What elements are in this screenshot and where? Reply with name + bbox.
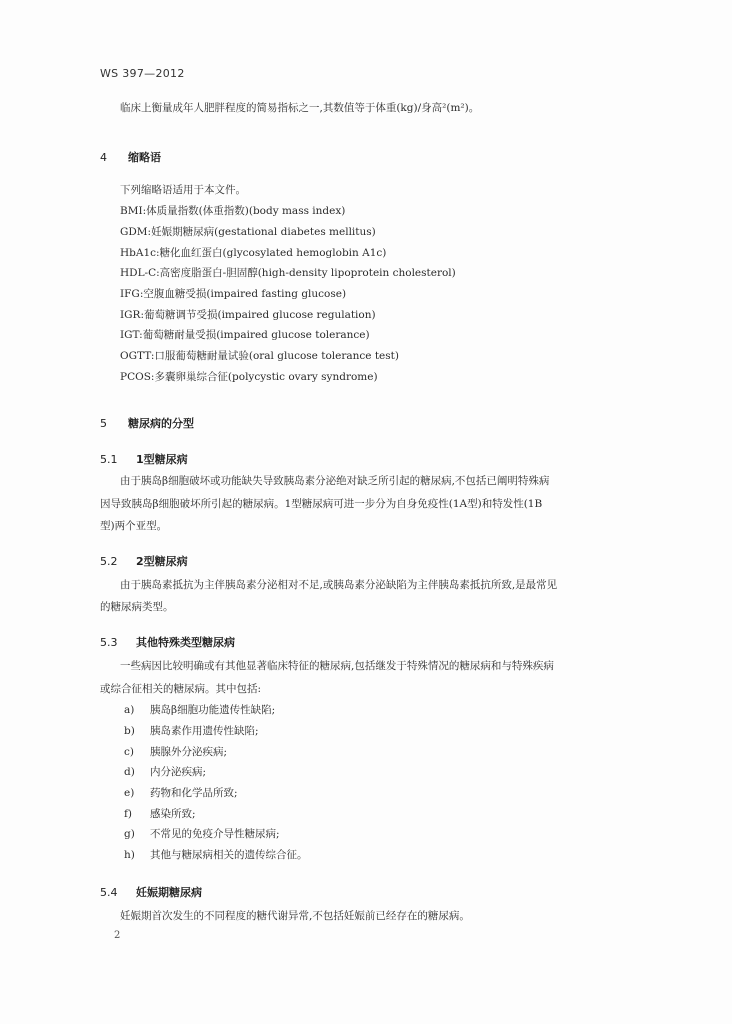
abbreviation-item: HDL-C:高密度脂蛋白-胆固醇(high-density lipoprotein cholesterol) [120,267,456,279]
list-item-text: 感染所致; [150,808,196,820]
abbreviation-item: IGR:葡萄糖调节受损(impaired glucose regulation) [120,309,376,321]
paragraph-line: 妊娠期首次发生的不同程度的糖代谢异常,不包括妊娠前已经存在的糖尿病。 [120,910,470,922]
paragraph-line: 由于胰岛素抵抗为主伴胰岛素分泌相对不足,或胰岛素分泌缺陷为主伴胰岛素抵抗所致,是最常见 [120,579,558,591]
list-item [124,724,259,739]
paragraph-line: 型)两个亚型。 [100,520,168,532]
paragraph-line: 因导致胰岛β细胞破坏所引起的糖尿病。1型糖尿病可进一步分为自身免疫性(1A型)和特发性(1B [100,498,543,510]
subsection-5-2-heading [100,550,188,569]
list-item-text: 不常见的免疫介导性糖尿病; [150,828,280,840]
section-5-heading [100,412,194,431]
list-item [124,848,308,863]
abbreviation-item: IFG:空腹血糖受损(impaired fasting glucose) [120,288,347,300]
list-item [124,765,206,780]
list-item-text: 胰岛素作用遗传性缺陷; [150,725,259,737]
list-item-label: d) [124,766,135,778]
page-number: 2 [114,930,121,941]
subsection-5-3-heading [100,631,235,650]
paragraph-line: 的糖尿病类型。 [100,601,174,613]
subsection-title: 1型糖尿病 [136,453,188,466]
list-item-text: 其他与糖尿病相关的遗传综合征。 [150,849,308,861]
subsection-title: 2型糖尿病 [136,555,188,568]
intro-line: 临床上衡量成年人肥胖程度的简易指标之一,其数值等于体重(kg)/身高²(m²)。 [120,102,480,114]
section-title: 缩略语 [128,151,161,164]
abbreviation-item: IGT:葡萄糖耐量受损(impaired glucose tolerance) [120,329,370,341]
standard-code: WS 397—2012 [100,67,185,80]
abbreviation-item: BMI:体质量指数(体重指数)(body mass index) [120,205,346,217]
list-item [124,786,238,801]
subsection-number: 5.2 [100,555,118,568]
section-number: 4 [100,151,107,164]
subsection-number: 5.4 [100,886,118,899]
list-item-label: b) [124,725,135,737]
section-4-lead: 下列缩略语适用于本文件。 [120,184,246,196]
paragraph-line: 或综合征相关的糖尿病。其中包括: [100,683,262,695]
list-item-label: e) [124,787,135,799]
abbreviation-item: HbA1c:糖化血红蛋白(glycosylated hemoglobin A1c) [120,247,387,259]
section-title: 糖尿病的分型 [128,417,194,430]
list-item-label: f) [124,808,132,820]
list-item [124,807,196,822]
subsection-number: 5.3 [100,636,118,649]
subsection-number: 5.1 [100,453,118,466]
list-item-label: a) [124,704,135,716]
subsection-title: 妊娠期糖尿病 [136,886,202,899]
list-item [124,745,227,760]
abbreviation-item: GDM:妊娠期糖尿病(gestational diabetes mellitus) [120,226,376,238]
paragraph-line: 一些病因比较明确或有其他显著临床特征的糖尿病,包括继发于特殊情况的糖尿病和与特殊疾病 [120,660,554,672]
list-item [124,827,280,842]
list-item-text: 药物和化学品所致; [150,787,238,799]
paragraph-line: 由于胰岛β细胞破坏或功能缺失导致胰岛素分泌绝对缺乏所引起的糖尿病,不包括已阐明特殊病 [120,475,550,487]
section-number: 5 [100,417,107,430]
subsection-5-4-heading [100,881,202,900]
list-item-text: 胰岛β细胞功能遗传性缺陷; [150,704,276,716]
list-item-label: g) [124,828,135,840]
abbreviation-item: PCOS:多囊卵巢综合征(polycystic ovary syndrome) [120,371,378,383]
abbreviation-item: OGTT:口服葡萄糖耐量试验(oral glucose tolerance test) [120,350,399,362]
subsection-5-1-heading [100,448,188,467]
list-item-text: 内分泌疾病; [150,766,207,778]
list-item-text: 胰腺外分泌疾病; [150,746,228,758]
list-item-label: c) [124,746,134,758]
subsection-title: 其他特殊类型糖尿病 [136,636,235,649]
list-item-label: h) [124,849,135,861]
section-4-heading [100,146,161,165]
list-item [124,703,275,718]
